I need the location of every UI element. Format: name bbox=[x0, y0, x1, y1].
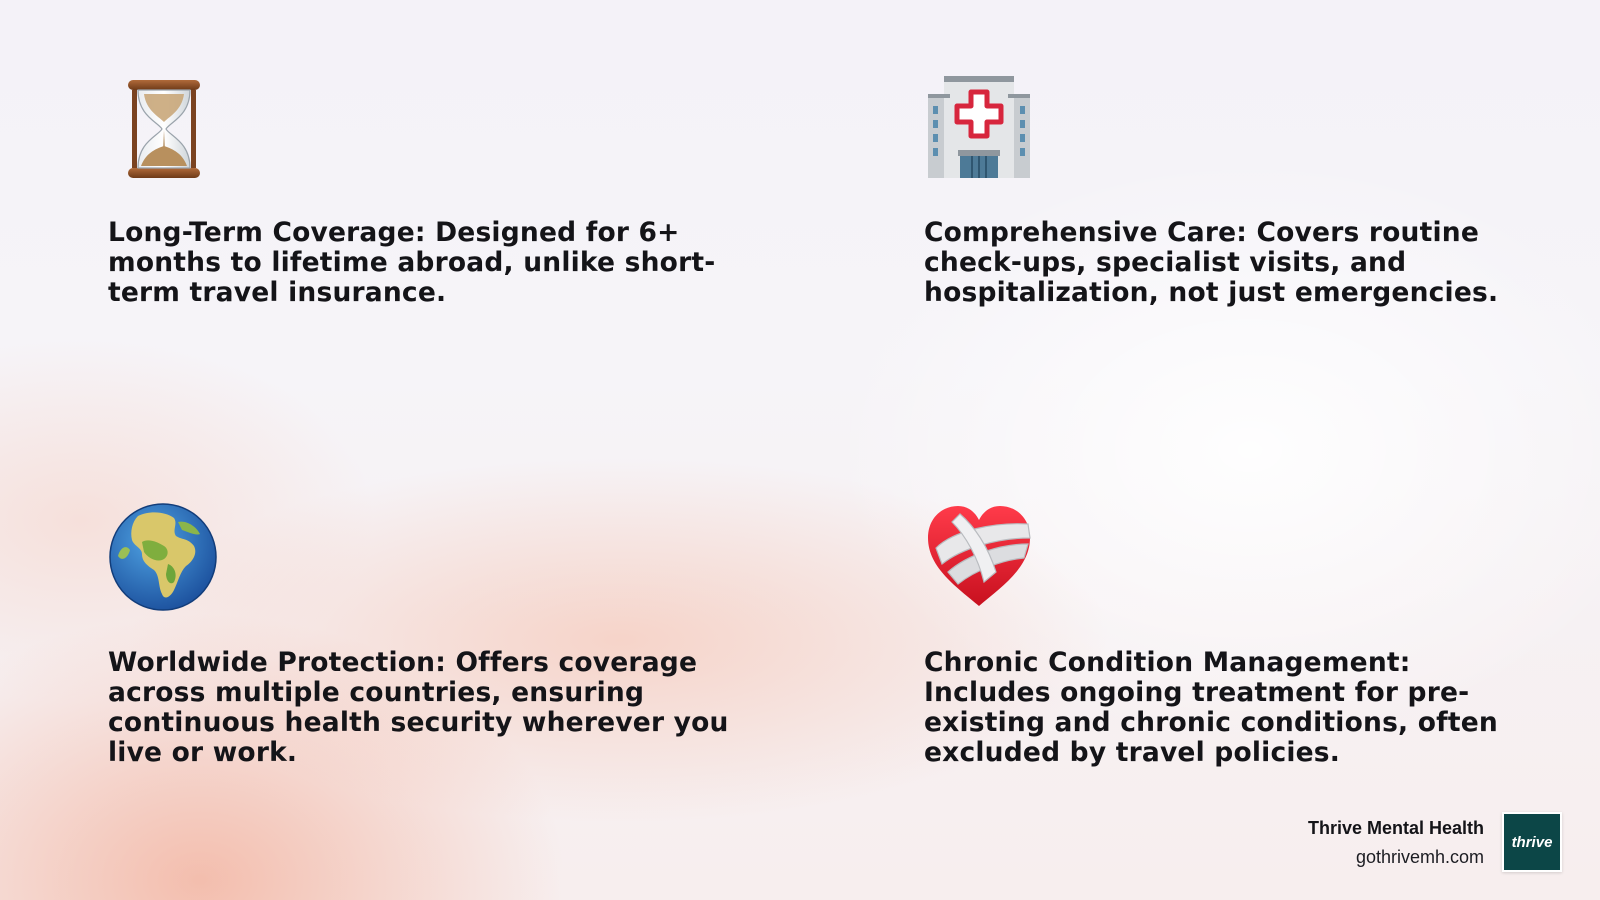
hospital-icon bbox=[924, 72, 1034, 182]
feature-text: Long-Term Coverage: Designed for 6+ months to lifetime abroad, unlike short-term travel insurance. bbox=[108, 217, 716, 308]
feature-chronic-condition-management bbox=[924, 502, 1524, 768]
brand-logo: thrive bbox=[1502, 812, 1562, 872]
globe-icon bbox=[108, 502, 218, 612]
brand-footer bbox=[0, 812, 1600, 872]
mending-heart-icon bbox=[924, 502, 1034, 612]
brand-url[interactable]: gothrivemh.com bbox=[1355, 847, 1484, 867]
brand-name: Thrive Mental Health bbox=[1307, 818, 1484, 838]
feature-long-term-coverage bbox=[108, 72, 748, 308]
hourglass-icon bbox=[108, 72, 218, 182]
feature-worldwide-protection bbox=[108, 502, 748, 768]
feature-text: Comprehensive Care: Covers routine check-ups, specialist visits, and hospitalization, not just emergencies. bbox=[924, 217, 1499, 308]
feature-text: Worldwide Protection: Offers coverage across multiple countries, ensuring continuous health security wherever you live or work. bbox=[108, 647, 729, 768]
feature-text: Chronic Condition Management: Includes ongoing treatment for pre-existing and chronic conditions, often excluded by travel policies. bbox=[924, 647, 1498, 768]
feature-comprehensive-care bbox=[924, 72, 1524, 308]
